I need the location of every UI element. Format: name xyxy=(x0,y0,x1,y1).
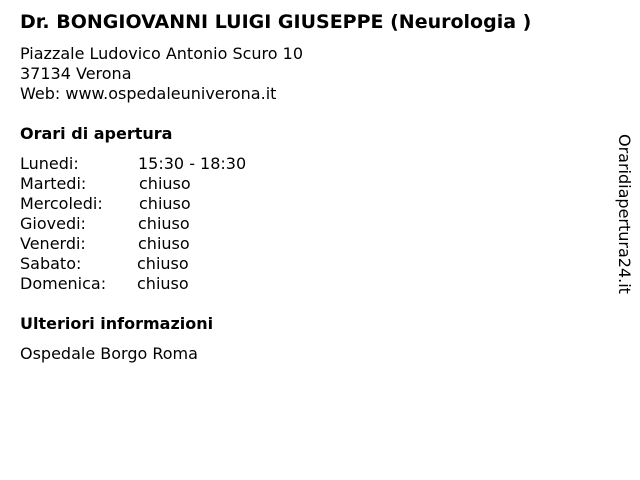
hours-row-giovedi xyxy=(20,214,320,234)
hours-row-sabato xyxy=(20,254,320,274)
hours-row-domenica xyxy=(20,274,320,294)
page-title: Dr. BONGIOVANNI LUIGI GIUSEPPE (Neurologia ) xyxy=(20,11,532,33)
day-label: Giovedi: xyxy=(20,214,86,233)
hours-row-venerdi xyxy=(20,234,320,254)
day-label: Sabato: xyxy=(20,254,82,273)
day-label: Martedi: xyxy=(20,174,87,193)
hours-row-martedi xyxy=(20,174,320,194)
additional-info-text: Ospedale Borgo Roma xyxy=(20,344,198,363)
address-city: 37134 Verona xyxy=(20,64,132,83)
day-hours: chiuso xyxy=(138,214,190,233)
address-web[interactable]: Web: www.ospedaleuniverona.it xyxy=(20,84,277,103)
opening-hours-heading: Orari di apertura xyxy=(20,124,173,143)
address-block xyxy=(20,44,303,104)
day-hours: chiuso xyxy=(137,274,189,293)
additional-info-heading: Ulteriori informazioni xyxy=(20,314,214,333)
day-hours: chiuso xyxy=(139,194,191,213)
day-label: Domenica: xyxy=(20,274,107,293)
address-street: Piazzale Ludovico Antonio Scuro 10 xyxy=(20,44,303,63)
hours-row-lunedi xyxy=(20,154,320,174)
day-hours: chiuso xyxy=(139,174,191,193)
day-hours: chiuso xyxy=(138,234,190,253)
opening-hours-list xyxy=(20,154,320,294)
site-watermark: Oraridiapertura24.it xyxy=(615,134,634,294)
day-label: Venerdi: xyxy=(20,234,86,253)
day-label: Lunedi: xyxy=(20,154,79,173)
day-hours: 15:30 - 18:30 xyxy=(138,154,247,173)
day-label: Mercoledi: xyxy=(20,194,103,213)
hours-row-mercoledi xyxy=(20,194,320,214)
day-hours: chiuso xyxy=(137,254,189,273)
